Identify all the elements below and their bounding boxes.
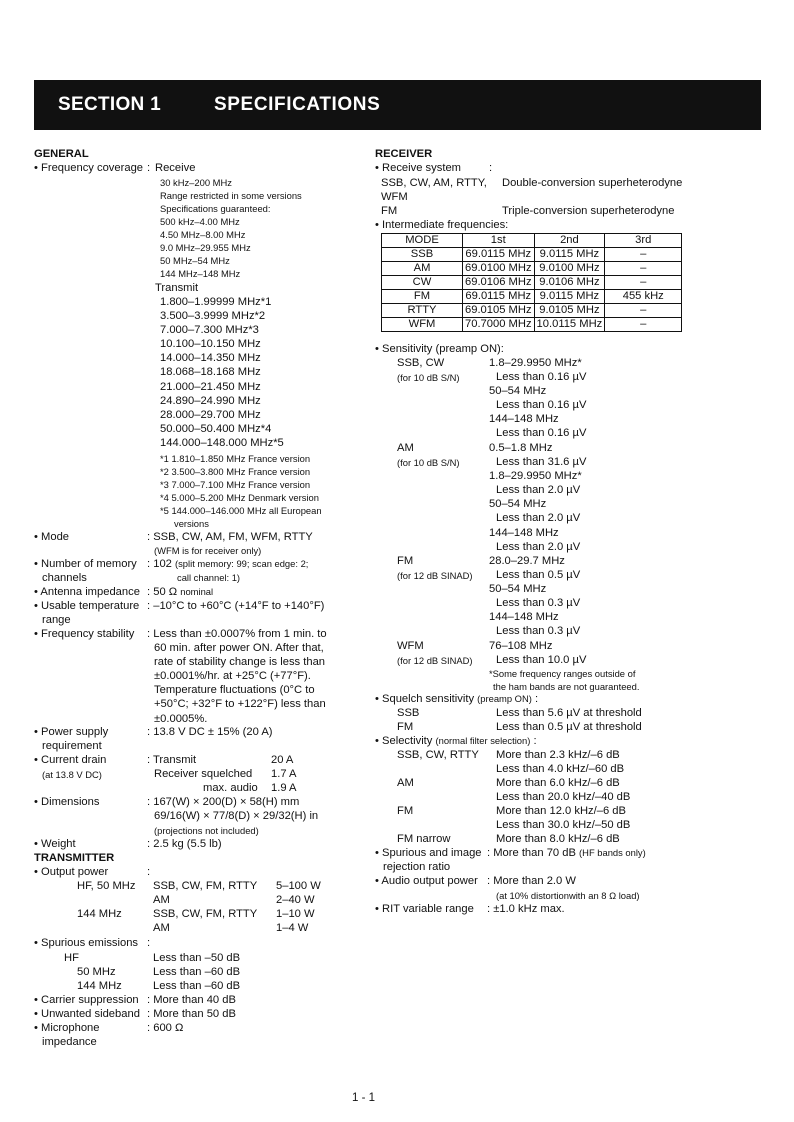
footnote: *4 5.000–5.200 MHz Denmark version — [160, 492, 319, 503]
if-cell: – — [605, 248, 682, 262]
table-row — [382, 262, 682, 276]
if-cell: – — [605, 276, 682, 290]
sensitivity-value: Less than 2.0 µV — [496, 512, 581, 525]
transmit-range: 18.068–18.168 MHz — [160, 366, 261, 379]
sensitivity-value: Less than 0.5 µV — [496, 569, 581, 582]
transmit-range: 28.000–29.700 MHz — [160, 408, 261, 421]
stability-line: ±0.0001%/hr. at +25°C (+77°F). — [154, 670, 311, 683]
transmit-footnotes — [160, 452, 322, 530]
dimensions-note: (projections not included) — [154, 825, 259, 836]
selectivity-mode: FM narrow — [397, 833, 451, 845]
if-cell: 9.0115 MHz — [534, 290, 605, 304]
receive-ranges — [160, 176, 302, 280]
transmit-range: 24.890–24.990 MHz — [160, 394, 261, 407]
output-power-label: • Output power — [34, 866, 109, 878]
if-cell: 69.0115 MHz — [463, 248, 535, 262]
transmit-range: 50.000–50.400 MHz*4 — [160, 422, 272, 435]
squelch-label — [375, 692, 538, 706]
squelch-mode: FM — [397, 721, 414, 733]
sensitivity-value: Less than 0.16 µV — [496, 399, 587, 412]
if-table-header — [382, 234, 682, 248]
antenna-note: nominal — [180, 586, 214, 597]
output-power: 1–10 W — [276, 908, 315, 920]
sensitivity-value: Less than 0.3 µV — [496, 597, 581, 610]
microphone-label: • Microphone — [34, 1022, 100, 1034]
spurious-value: Less than –60 dB — [153, 966, 241, 978]
squelch-value: Less than 5.6 µV at threshold — [496, 707, 642, 719]
dimensions-label: • Dimensions — [34, 796, 100, 808]
memory-note-cont: call channel: 1) — [177, 572, 241, 583]
microphone-label-cont: impedance — [42, 1036, 97, 1048]
sensitivity-range: 50–54 MHz — [489, 498, 547, 511]
if-cell: 9.0105 MHz — [534, 304, 605, 318]
selectivity-value: More than 6.0 kHz/–6 dB — [496, 777, 620, 789]
if-cell: 9.0115 MHz — [534, 248, 605, 262]
if-cell: 9.0100 MHz — [534, 262, 605, 276]
selectivity-value: Less than 20.0 kHz/–40 dB — [496, 791, 631, 803]
table-row — [382, 276, 682, 290]
squelch-label-text: • Squelch sensitivity — [375, 693, 475, 705]
receive-label: Receive — [155, 162, 196, 174]
page-title: SPECIFICATIONS — [214, 94, 381, 115]
spurious-band: HF — [64, 952, 79, 964]
temperature-value: : –10°C to +60°C (+14°F to +140°F) — [147, 600, 325, 612]
squelch-colon: : — [534, 693, 539, 705]
spurious-image-ratio: : More than 70 dB — [487, 847, 576, 859]
squelch-value: Less than 0.5 µV at threshold — [496, 721, 642, 733]
mode-value: : SSB, CW, AM, FM, WFM, RTTY — [147, 531, 313, 543]
power-supply-value: : 13.8 V DC ± 15% (20 A) — [147, 726, 273, 738]
footnote: *2 3.500–3.800 MHz France version — [160, 466, 311, 477]
temperature-label: • Usable temperature — [34, 600, 140, 612]
memory-value — [147, 557, 308, 571]
output-power: 1–4 W — [276, 922, 309, 934]
output-modes: AM — [153, 922, 170, 934]
receive-system-modes: FM — [381, 205, 398, 217]
footnote: *5 144.000–146.000 MHz all European — [160, 505, 322, 516]
sensitivity-note: (for 12 dB SINAD) — [397, 570, 473, 581]
temperature-label-cont: range — [42, 614, 71, 626]
current-drain-value: 1.7 A — [271, 768, 297, 780]
output-band: 144 MHz — [77, 908, 122, 920]
receive-range: 144 MHz–148 MHz — [160, 268, 241, 279]
frequency-coverage-label: • Frequency coverage — [34, 162, 144, 174]
if-cell: 69.0106 MHz — [463, 276, 535, 290]
stability-line: ±0.0005%. — [154, 712, 208, 725]
rit-value: : ±1.0 kHz max. — [487, 903, 565, 915]
sensitivity-footnote-line: the ham bands are not guaranteed. — [493, 681, 640, 692]
receive-range: Range restricted in some versions — [160, 190, 302, 201]
current-drain-note: (at 13.8 V DC) — [42, 769, 102, 780]
mode-label: • Mode — [34, 531, 70, 543]
if-header-cell: 2nd — [534, 234, 605, 248]
stability-line: +50°C; +32°F to +122°F) less than — [154, 698, 326, 711]
antenna-impedance: : 50 Ω — [147, 586, 178, 598]
antenna-label: • Antenna impedance — [34, 586, 140, 598]
if-header-cell: 3rd — [605, 234, 682, 248]
memory-note: (split memory: 99; scan edge: 2; — [175, 558, 309, 569]
sensitivity-value: Less than 2.0 µV — [496, 484, 581, 497]
if-cell: – — [605, 318, 682, 332]
audio-output-label: • Audio output power — [375, 875, 478, 887]
sensitivity-mode: WFM — [397, 640, 424, 652]
if-cell: 455 kHz — [605, 290, 682, 304]
if-cell: – — [605, 262, 682, 276]
memory-label: • Number of memory — [34, 558, 137, 570]
sensitivity-mode: AM — [397, 442, 414, 454]
selectivity-label-text: • Selectivity — [375, 735, 433, 747]
current-drain-name: Receiver squelched — [154, 768, 253, 780]
current-drain-label: • Current drain — [34, 754, 107, 766]
selectivity-value: More than 8.0 kHz/–6 dB — [496, 833, 620, 845]
section-number: SECTION 1 — [58, 94, 161, 115]
transmit-range: 10.100–10.150 MHz — [160, 338, 261, 351]
current-drain-value: 1.9 A — [271, 782, 297, 794]
sensitivity-range: 144–148 MHz — [489, 611, 559, 624]
receive-range: 500 kHz–4.00 MHz — [160, 216, 240, 227]
transmit-ranges — [160, 295, 284, 450]
sensitivity-range: 28.0–29.7 MHz — [489, 555, 565, 567]
sensitivity-range: 76–108 MHz — [489, 640, 553, 652]
sensitivity-range: 50–54 MHz — [489, 583, 547, 596]
spurious-value: Less than –50 dB — [153, 952, 241, 964]
footnote: *3 7.000–7.100 MHz France version — [160, 479, 311, 490]
stability-line: : Less than ±0.0007% from 1 min. to — [147, 628, 327, 640]
stability-line: rate of stability change is less than — [154, 656, 326, 669]
table-row — [382, 290, 682, 304]
carrier-suppression-value: : More than 40 dB — [147, 994, 236, 1006]
spurious-emissions-colon: : — [147, 937, 151, 949]
if-cell: 69.0115 MHz — [463, 290, 535, 304]
receive-system-type: Double-conversion superheterodyne — [502, 177, 683, 189]
sensitivity-footnote — [489, 667, 639, 693]
transmit-range: 21.000–21.450 MHz — [160, 380, 261, 393]
sensitivity-footnote-line: *Some frequency ranges outside of — [489, 668, 636, 679]
transmitter-heading: TRANSMITTER — [34, 852, 115, 864]
current-drain-name: : Transmit — [147, 754, 197, 766]
spurious-value: Less than –60 dB — [153, 980, 241, 992]
sensitivity-value: Less than 31.6 µV — [496, 456, 587, 469]
transmit-range: 3.500–3.9999 MHz*2 — [160, 310, 266, 323]
selectivity-note: (normal filter selection) — [435, 735, 531, 746]
power-supply-label: • Power supply — [34, 726, 109, 738]
stability-label: • Frequency stability — [34, 628, 135, 640]
selectivity-label — [375, 734, 537, 748]
spurious-image-label: • Spurious and image — [375, 847, 482, 859]
sensitivity-value: Less than 0.16 µV — [496, 427, 587, 440]
selectivity-value: More than 12.0 kHz/–6 dB — [496, 805, 626, 817]
selectivity-mode: FM — [397, 805, 414, 817]
receive-range: 30 kHz–200 MHz — [160, 177, 232, 188]
receiver-heading: RECEIVER — [375, 148, 433, 160]
if-table — [381, 233, 682, 332]
unwanted-sideband-value: : More than 50 dB — [147, 1008, 236, 1020]
antenna-value — [147, 585, 213, 599]
if-mode-cell: AM — [382, 262, 463, 276]
sensitivity-note: (for 12 dB SINAD) — [397, 655, 473, 666]
dimensions-mm: : 167(W) × 200(D) × 58(H) mm — [147, 796, 300, 808]
table-row — [382, 248, 682, 262]
power-supply-label-cont: requirement — [42, 740, 102, 752]
if-mode-cell: SSB — [382, 248, 463, 262]
spurious-image-note: (HF bands only) — [579, 847, 646, 858]
table-row — [382, 318, 682, 332]
if-cell: 69.0105 MHz — [463, 304, 535, 318]
page-number: 1 - 1 — [352, 1092, 376, 1104]
receive-system-colon: : — [489, 162, 493, 174]
receive-system-type: Triple-conversion superheterodyne — [502, 205, 675, 217]
general-heading: GENERAL — [34, 148, 89, 160]
output-modes: SSB, CW, FM, RTTY — [153, 908, 258, 920]
sensitivity-range: 1.8–29.9950 MHz* — [489, 470, 582, 483]
selectivity-value: Less than 30.0 kHz/–50 dB — [496, 819, 631, 831]
sensitivity-mode: SSB, CW — [397, 357, 445, 369]
spurious-band: 144 MHz — [77, 980, 122, 992]
frequency-coverage-colon: : — [147, 162, 151, 174]
transmit-range: 144.000–148.000 MHz*5 — [160, 436, 284, 449]
if-cell: – — [605, 304, 682, 318]
output-modes: SSB, CW, FM, RTTY — [153, 880, 258, 892]
squelch-note: (preamp ON) — [477, 693, 532, 704]
sensitivity-value: Less than 10.0 µV — [496, 654, 587, 667]
microphone-impedance-value: : 600 Ω — [147, 1022, 184, 1034]
weight-label: • Weight — [34, 838, 76, 850]
sensitivity-range: 144–148 MHz — [489, 413, 559, 426]
footnote: *1 1.810–1.850 MHz France version — [160, 453, 311, 464]
receive-range: Specifications guaranteed: — [160, 203, 271, 214]
transmit-range: 1.800–1.99999 MHz*1 — [160, 296, 272, 308]
if-header-cell: MODE — [382, 234, 463, 248]
sensitivity-range: 50–54 MHz — [489, 385, 547, 398]
section-banner — [34, 80, 761, 130]
unwanted-sideband-label: • Unwanted sideband — [34, 1008, 140, 1020]
output-power-colon: : — [147, 866, 151, 878]
output-power: 5–100 W — [276, 880, 321, 892]
if-cell: 70.7000 MHz — [463, 318, 535, 332]
sensitivity-value: Less than 0.3 µV — [496, 625, 581, 638]
if-cell: 69.0100 MHz — [463, 262, 535, 276]
selectivity-colon: : — [533, 735, 537, 747]
sensitivity-am-values — [489, 441, 586, 554]
spurious-image-label-cont: rejection ratio — [383, 861, 451, 873]
if-mode-cell: CW — [382, 276, 463, 290]
selectivity-mode: AM — [397, 777, 414, 789]
receive-system-modes: SSB, CW, AM, RTTY, — [381, 177, 487, 189]
sensitivity-value: Less than 0.16 µV — [496, 371, 587, 384]
transmit-label: Transmit — [155, 282, 199, 294]
stability-line: 60 min. after power ON. After that, — [154, 642, 324, 655]
spurious-band: 50 MHz — [77, 966, 116, 978]
carrier-suppression-label: • Carrier suppression — [34, 994, 139, 1006]
output-power: 2–40 W — [276, 894, 315, 906]
sensitivity-note: (for 10 dB S/N) — [397, 457, 460, 468]
spurious-image-value — [487, 846, 646, 860]
sensitivity-ssb-values — [489, 356, 586, 441]
current-drain-value: 20 A — [271, 754, 294, 766]
selectivity-value: Less than 4.0 kHz/–60 dB — [496, 763, 625, 775]
transmit-range: 14.000–14.350 MHz — [160, 352, 261, 365]
if-mode-cell: FM — [382, 290, 463, 304]
footnote: versions — [174, 518, 209, 529]
sensitivity-range: 0.5–1.8 MHz — [489, 442, 553, 454]
table-row — [382, 304, 682, 318]
selectivity-mode: SSB, CW, RTTY — [397, 749, 479, 761]
memory-label-cont: channels — [42, 572, 87, 584]
sensitivity-note: (for 10 dB S/N) — [397, 372, 460, 383]
if-mode-cell: RTTY — [382, 304, 463, 318]
sensitivity-range: 144–148 MHz — [489, 526, 559, 539]
mode-note: (WFM is for receiver only) — [154, 545, 262, 556]
audio-output-note: (at 10% distortionwith an 8 Ω load) — [496, 890, 640, 901]
if-cell: 9.0106 MHz — [534, 276, 605, 290]
spurious-emissions-label: • Spurious emissions — [34, 937, 139, 949]
dimensions-in: 69/16(W) × 77/8(D) × 29/32(H) in — [154, 810, 319, 822]
squelch-mode: SSB — [397, 707, 420, 719]
receive-range: 50 MHz–54 MHz — [160, 255, 230, 266]
transmit-range: 7.000–7.300 MHz*3 — [160, 324, 259, 337]
output-modes: AM — [153, 894, 170, 906]
stability-line: Temperature fluctuations (0°C to — [154, 684, 315, 697]
audio-output-value: : More than 2.0 W — [487, 875, 576, 887]
if-label: • Intermediate frequencies: — [375, 219, 509, 231]
sensitivity-range: 1.8–29.9950 MHz* — [489, 357, 582, 369]
memory-count: : 102 — [147, 558, 172, 570]
if-header-cell: 1st — [463, 234, 535, 248]
stability-lines — [147, 627, 327, 726]
sensitivity-label: • Sensitivity (preamp ON): — [375, 343, 504, 355]
output-band: HF, 50 MHz — [77, 880, 136, 892]
receive-range: 4.50 MHz–8.00 MHz — [160, 229, 246, 240]
selectivity-value: More than 2.3 kHz/–6 dB — [496, 749, 620, 761]
sensitivity-value: Less than 2.0 µV — [496, 540, 581, 553]
if-cell: 10.0115 MHz — [534, 318, 605, 332]
receive-range: 9.0 MHz–29.955 MHz — [160, 242, 251, 253]
receive-system-label: • Receive system — [375, 162, 461, 174]
current-drain-name: max. audio — [203, 782, 258, 794]
sensitivity-fm-values — [489, 554, 580, 639]
receive-system-modes: WFM — [381, 191, 408, 203]
sensitivity-mode: FM — [397, 555, 414, 567]
sensitivity-wfm-values — [489, 639, 586, 667]
if-mode-cell: WFM — [382, 318, 463, 332]
weight-value: : 2.5 kg (5.5 lb) — [147, 838, 222, 850]
rit-label: • RIT variable range — [375, 903, 474, 915]
